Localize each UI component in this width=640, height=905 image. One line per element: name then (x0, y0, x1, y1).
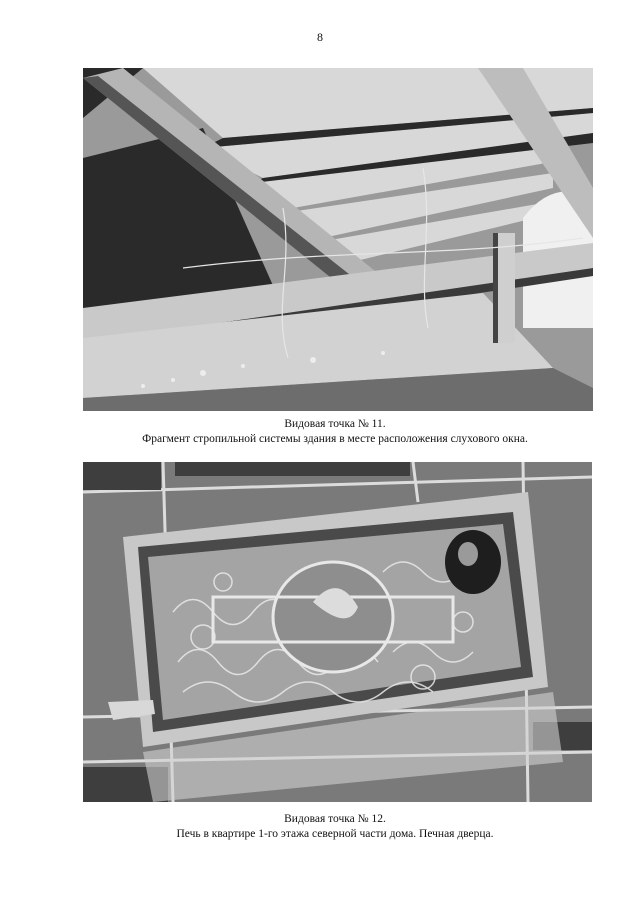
rafter-photo-illustration (83, 68, 593, 411)
figure-caption-11 (60, 417, 610, 447)
figure-description: Фрагмент стропильной системы здания в месте расположения слухового окна. (142, 433, 528, 445)
photo-stove-door (83, 462, 592, 802)
photo-rafter-system (83, 68, 593, 411)
figure-title: Видовая точка № 12. (284, 813, 386, 825)
figure-description: Печь в квартире 1-го этажа северной части дома. Печная дверца. (176, 828, 494, 840)
stove-door-photo-illustration (83, 462, 592, 802)
page-number: 8 (317, 30, 323, 44)
figure-title: Видовая точка № 11. (284, 418, 386, 430)
figure-caption-12 (60, 812, 610, 842)
